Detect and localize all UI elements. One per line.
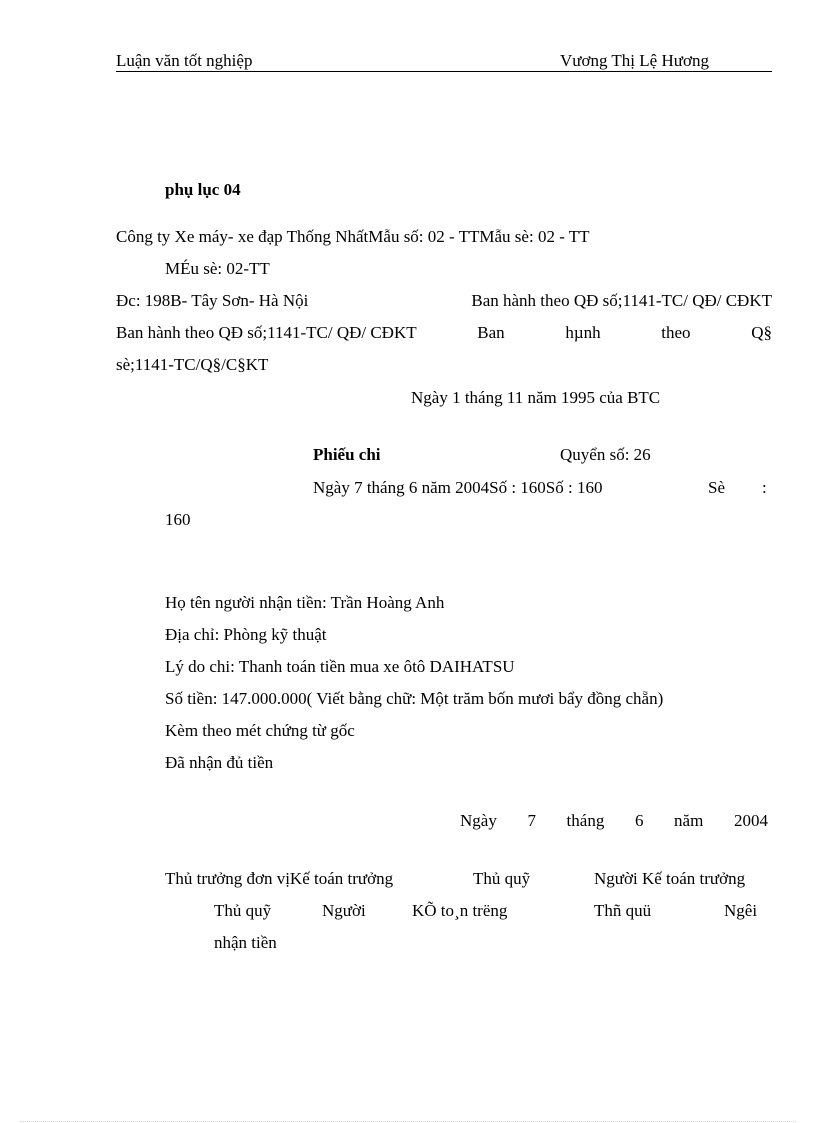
signature-row2-treasurer: Thñ quü (594, 901, 652, 920)
page-bottom-border (20, 1121, 796, 1122)
date-issued: Ngày 1 tháng 11 năm 1995 của BTC (411, 388, 661, 407)
decision-line (116, 323, 772, 343)
voucher-se-label: Sè (708, 478, 725, 497)
signature-row2-accountant: KÕ to¸n trëng (412, 901, 508, 920)
sign-date (460, 811, 768, 831)
company-line: Công ty Xe máy- xe đạp Thống NhấtMẫu số: 02 - TTMẫu sè: 02 - TT (116, 227, 590, 246)
decision-word-3: theo (661, 323, 691, 342)
sign-date-year-label: năm (674, 811, 704, 830)
header-rule (116, 71, 772, 72)
signature-row2-cashier: Thủ quỹ (214, 901, 272, 920)
voucher-book: Quyển số: 26 (560, 445, 651, 464)
address-text: Đc: 198B- Tây Sơn- Hà Nội (116, 291, 309, 310)
sign-date-month: 6 (634, 811, 644, 830)
decision-continuation: sè;1141-TC/Q§/C§KT (116, 355, 269, 374)
reason-field: Lý do chi: Thanh toán tiền mua xe ôtô DAIHATSU (165, 657, 515, 676)
address-line (116, 291, 772, 311)
attached-field: Kèm theo mét chứng từ gốc (165, 721, 355, 740)
header-left: Luận văn tốt nghiệp (116, 51, 253, 70)
issued-by-text: Ban hành theo QĐ số;1141-TC/ QĐ/ CĐKT (471, 291, 772, 310)
signature-head-accountant: Thủ trưởng đơn vịKế toán trưởng (165, 869, 394, 888)
form-code: MÉu sè: 02-TT (165, 259, 270, 278)
decision-word-4: Q§ (751, 323, 772, 342)
appendix-title: phụ lục 04 (165, 180, 241, 199)
header-right: Vương Thị Lệ Hương (560, 51, 709, 70)
recipient-field: Họ tên người nhận tiền: Trần Hoàng Anh (165, 593, 445, 612)
address-field: Địa chỉ: Phòng kỹ thuật (165, 625, 327, 644)
decision-word-1: Ban (477, 323, 505, 342)
voucher-se-colon: : (762, 478, 767, 497)
voucher-title: Phiếu chi (313, 445, 381, 464)
voucher-date-number: Ngày 7 tháng 6 năm 2004Số : 160Số : 160 (313, 478, 603, 497)
sign-date-month-label: tháng (566, 811, 605, 830)
signature-row2-person: Người (322, 901, 366, 920)
sign-date-day: 7 (527, 811, 536, 830)
sign-date-day-label: Ngày (460, 811, 497, 830)
decision-word-2: hµnh (565, 323, 601, 342)
signature-row2-receiver: Ngêi (724, 901, 758, 920)
voucher-se-value: 160 (165, 510, 191, 529)
signature-cashier: Thủ quỹ (473, 869, 531, 888)
decision-text: Ban hành theo QĐ số;1141-TC/ QĐ/ CĐKT (116, 323, 417, 342)
signature-recipient-accountant: Người Kế toán trưởng (594, 869, 746, 888)
sign-date-year: 2004 (733, 811, 768, 830)
received-field: Đã nhận đủ tiền (165, 753, 274, 772)
signature-row3-receiver-label: nhận tiền (214, 933, 277, 952)
amount-field: Số tiền: 147.000.000( Viết bằng chữ: Một trăm bốn mươi bẩy đồng chẵn) (165, 689, 664, 708)
